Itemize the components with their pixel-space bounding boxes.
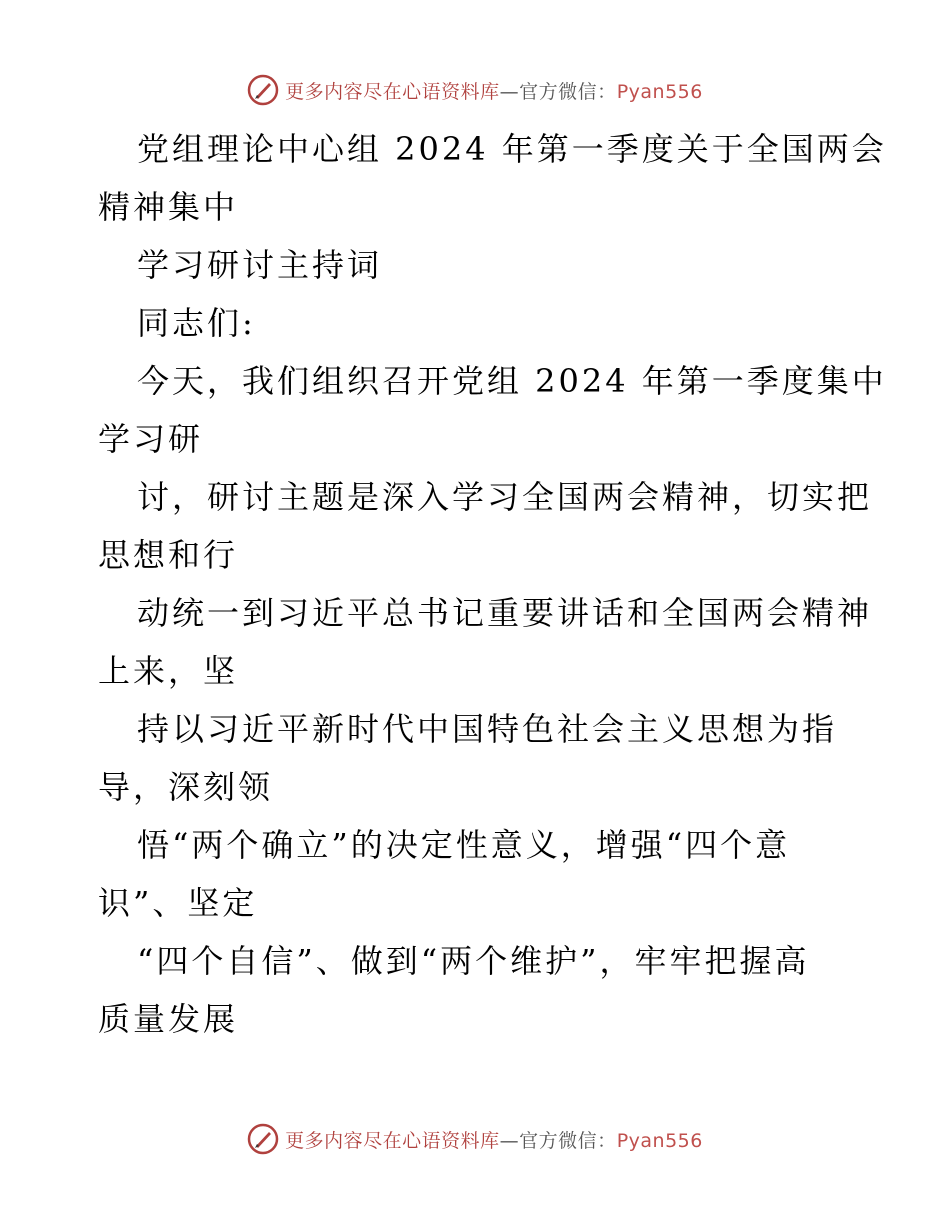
- watermark-sub: 官方微信：: [519, 1129, 617, 1152]
- watermark: [247, 1123, 703, 1155]
- header-watermark: [0, 70, 950, 110]
- text-line: 上来，坚: [98, 652, 239, 690]
- text-line: 导，深刻领: [98, 768, 274, 806]
- text-line: 精神集中: [98, 188, 239, 226]
- watermark-brand: 更多内容尽在心语资料库: [285, 1129, 500, 1152]
- watermark-text: [285, 77, 703, 104]
- watermark-dash: —: [499, 80, 520, 103]
- text-line: 同志们:: [137, 304, 256, 342]
- text-line: 质量发展: [98, 1000, 239, 1038]
- watermark-sub: 官方微信：: [519, 80, 617, 103]
- text-line: 党组理论中心组 2024 年第一季度关于全国两会: [137, 130, 887, 168]
- watermark-dash: —: [499, 1129, 520, 1152]
- watermark-brand: 更多内容尽在心语资料库: [285, 80, 500, 103]
- text-line: 识”、坚定: [98, 884, 258, 922]
- footer-watermark: [0, 1119, 950, 1159]
- text-line: 今天，我们组织召开党组 2024 年第一季度集中: [137, 362, 887, 400]
- watermark-handle: Pyan556: [616, 1129, 703, 1152]
- watermark: [247, 74, 703, 106]
- text-line: 思想和行: [98, 536, 239, 574]
- watermark-handle: Pyan556: [616, 80, 703, 103]
- text-line: 动统一到习近平总书记重要讲话和全国两会精神: [137, 594, 873, 632]
- text-line: 学习研: [98, 420, 204, 458]
- text-line: 学习研讨主持词: [137, 246, 383, 284]
- document-body: [98, 120, 887, 1048]
- text-line: “四个自信”、做到“两个维护”，牢牢把握高: [137, 942, 810, 980]
- document-text: [98, 120, 887, 1048]
- quill-logo-icon: [247, 1123, 279, 1155]
- text-line: 悟“两个确立”的决定性意义，增强“四个意: [137, 826, 791, 864]
- quill-logo-icon: [247, 74, 279, 106]
- text-line: 讨，研讨主题是深入学习全国两会精神，切实把: [137, 478, 873, 516]
- watermark-text: [285, 1126, 703, 1153]
- text-line: 持以习近平新时代中国特色社会主义思想为指: [137, 710, 838, 748]
